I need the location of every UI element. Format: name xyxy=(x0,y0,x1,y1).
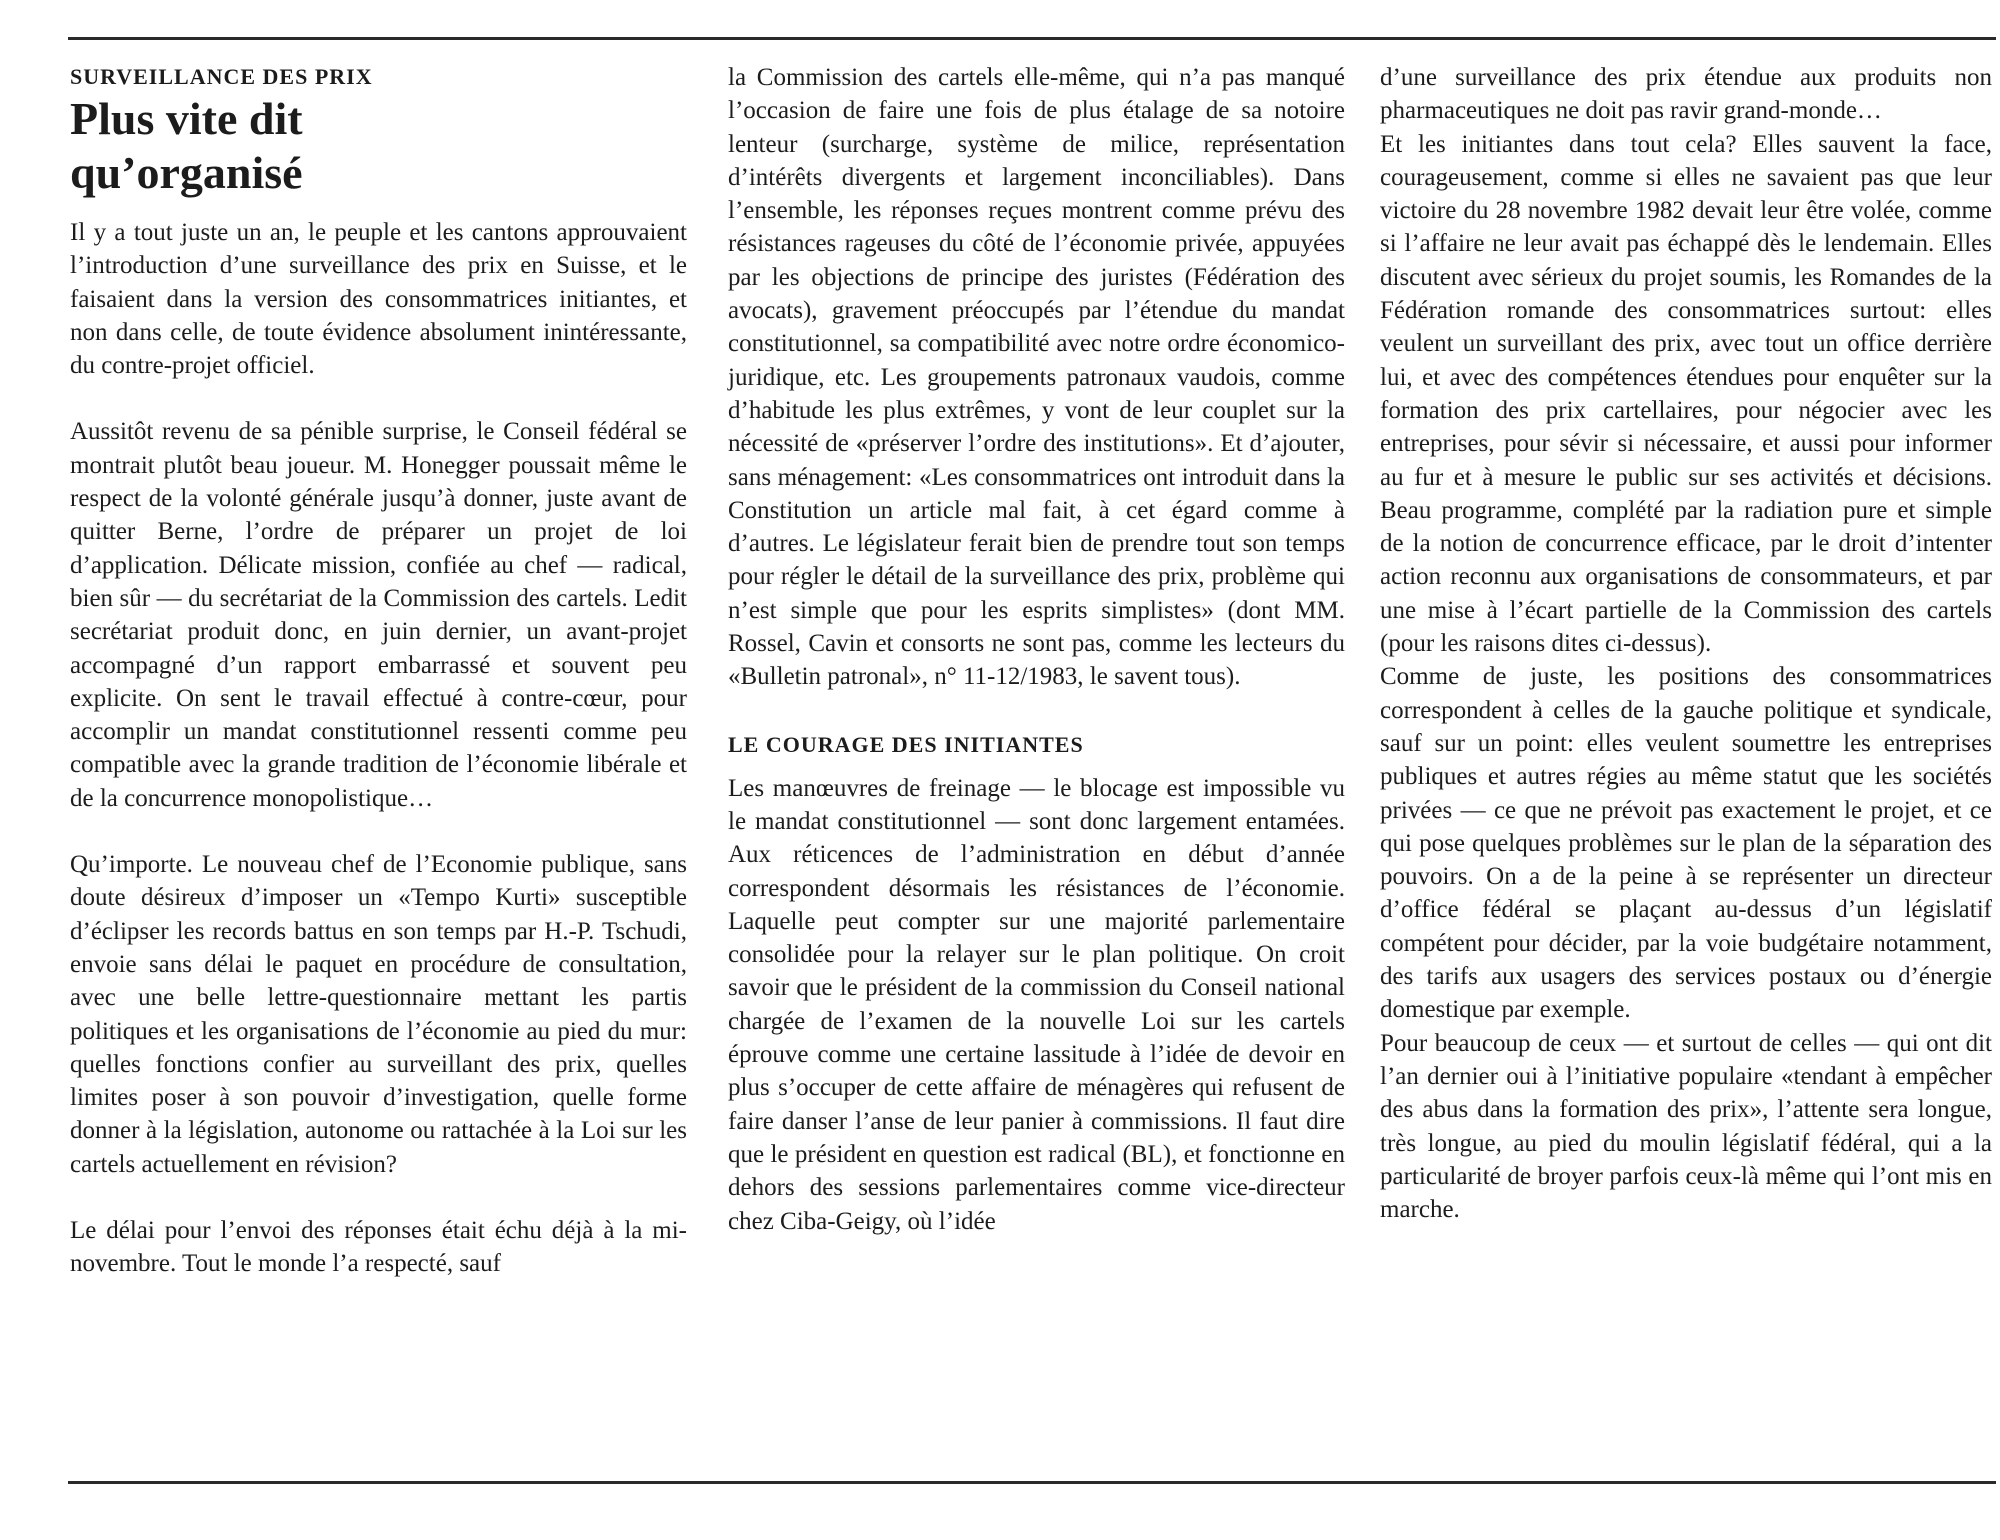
headline xyxy=(70,92,687,200)
paragraph: Le délai pour l’envoi des réponses était échu déjà à la mi-novembre. Tout le monde l’a respecté, sauf xyxy=(70,1217,687,1278)
paragraph: d’une surveillance des prix étendue aux produits non pharmaceutiques ne doit pas ravir grand-monde… xyxy=(1380,64,1992,125)
paragraph: Qu’importe. Le nouveau chef de l’Economie publique, sans doute désireux d’imposer un «Tempo Kurti» susceptible d’éclipser les records battus en son temps par H.-P. Tschudi, envoie sans délai le paquet en procédure de consultation, avec une belle lettre-questionnaire mettant les partis politiques et les organisations de l’économie au pied du mur: quelles fonctions confier au surveillant des prix, quelles limites poser à son pouvoir d’investigation, quelle forme donner à la législation, autonome ou rattachée à la Loi sur les cartels actuellement en révision? xyxy=(70,851,687,1178)
paragraph: Pour beaucoup de ceux — et surtout de celles — qui ont dit l’an dernier oui à l’initiative populaire «tendant à empêcher des abus dans la formation des prix», l’attente sera longue, très longue, au pied du moulin législatif fédéral, qui a la particularité de broyer parfois ceux-là même qui l’ont mis en marche. xyxy=(1380,1029,1992,1224)
headline-line-1: Plus vite dit xyxy=(70,93,303,144)
paragraph: Comme de juste, les positions des consommatrices correspondent à celles de la gauche politique et syndicale, sauf sur un point: elles veulent soumettre les entreprises publiques et autres régies au même statut que les sociétés privées — ce que ne prévoit pas exactement le projet, et ce qui pose quelques problèmes sur le plan de la séparation des pouvoirs. On a de la peine à se représenter un directeur d’office fédéral se plaçant au-dessus d’un législatif compétent pour décider, par la voie budgétaire notamment, des tarifs aux usagers des services postaux ou d’énergie domestique par exemple. xyxy=(1380,663,1992,1024)
column-2 xyxy=(728,61,1345,1238)
headline-line-2: qu’organisé xyxy=(70,147,303,198)
section-kicker: SURVEILLANCE DES PRIX xyxy=(70,64,373,89)
subheading: LE COURAGE DES INITIANTES xyxy=(728,731,1084,757)
column-3 xyxy=(1380,61,1992,1226)
paragraph: Il y a tout juste un an, le peuple et les cantons approuvaient l’introduction d’une surveillance des prix en Suisse, et le faisaient dans la version des consommatrices initiantes, et non dans celle, de toute évidence absolument inintéressante, du contre-projet officiel. xyxy=(70,219,687,380)
paragraph: Et les initiantes dans tout cela? Elles sauvent la face, courageusement, comme si elles ne savaient pas que leur victoire du 28 novembre 1982 devait leur être volée, comme si l’affaire ne leur avait pas échappé dès le lendemain. Elles discutent avec sérieux du projet soumis, les Romandes de la Fédération romande des consommatrices surtout: elles veulent un surveillant des prix, avec tout un office derrière lui, et avec des compétences étendues pour enquêter sur la formation des prix cartellaires, pour négocier avec les entreprises, pour sévir si nécessaire, et aussi pour informer au fur et à mesure le public sur ses activités et décisions. Beau programme, complété par la radiation pure et simple de la notion de concurrence efficace, par le droit d’intenter action reconnu aux organisations de consommateurs, et par une mise à l’écart partielle de la Commission des cartels (pour les raisons dites ci-dessus). xyxy=(1380,130,1992,658)
paragraph: Aussitôt revenu de sa pénible surprise, le Conseil fédéral se montrait plutôt beau joueur. M. Honegger poussait même le respect de la volonté générale jusqu’à donner, juste avant de quitter Berne, l’ordre de préparer un projet de loi d’application. Délicate mission, confiée au chef — radical, bien sûr — du secrétariat de la Commission des cartels. Ledit secrétariat produit donc, en juin dernier, un avant-projet accompagné d’un rapport embarrassé et souvent peu explicite. On sent le travail effectué à contre-cœur, pour accomplir un mandat constitutionnel ressenti comme peu compatible avec la grande tradition de l’économie libérale et de la concurrence monopolistique… xyxy=(70,418,687,812)
paragraph: la Commission des cartels elle-même, qui n’a pas manqué l’occasion de faire une fois de plus étalage de sa notoire lenteur (surcharge, système de milice, représentation d’intérêts divergents et largement inconciliables). Dans l’ensemble, les réponses reçues montrent comme prévu des résistances rageuses du côté de l’économie privée, appuyées par les objections de principe des juristes (Fédération des avocats), gravement préoccupés par l’étendue du mandat constitutionnel, sa compatibilité avec notre ordre économico-juridique, etc. Les groupements patronaux vaudois, comme d’habitude les plus extrêmes, y vont de leur couplet sur la nécessité de «préserver l’ordre des institutions». Et d’ajouter, sans ménagement: «Les consommatrices ont introduit dans la Constitution un article mal fait, à cet égard comme à d’autres. Le législateur ferait bien de prendre tout son temps pour régler le détail de la surveillance des prix, problème qui n’est simple que pour les esprits simplistes» (dont MM. Rossel, Cavin et consorts ne sont pas, comme les lecteurs du «Bulletin patronal», n° 11-12/1983, le savent tous). xyxy=(728,64,1345,691)
column-1 xyxy=(70,62,687,1281)
top-rule xyxy=(68,37,1996,40)
paragraph: Les manœuvres de freinage — le blocage est impossible vu le mandat constitutionnel — sont donc largement entamées. Aux réticences de l’administration en début d’année correspondent désormais les résistances de l’économie. Laquelle peut compter sur une majorité parlementaire consolidée pour la relayer sur le plan politique. On croit savoir que le président de la commission du Conseil national chargée de l’examen de la nouvelle Loi sur les cartels éprouve comme une certaine lassitude à l’idée de devoir en plus s’occuper de cette affaire de ménagères qui refusent de faire danser l’anse de leur panier à commissions. Il faut dire que le président en question est radical (BL), et fonctionne en dehors des sessions parlementaires comme vice-directeur chez Ciba-Geigy, où l’idée xyxy=(728,774,1345,1235)
bottom-rule xyxy=(68,1481,1996,1484)
